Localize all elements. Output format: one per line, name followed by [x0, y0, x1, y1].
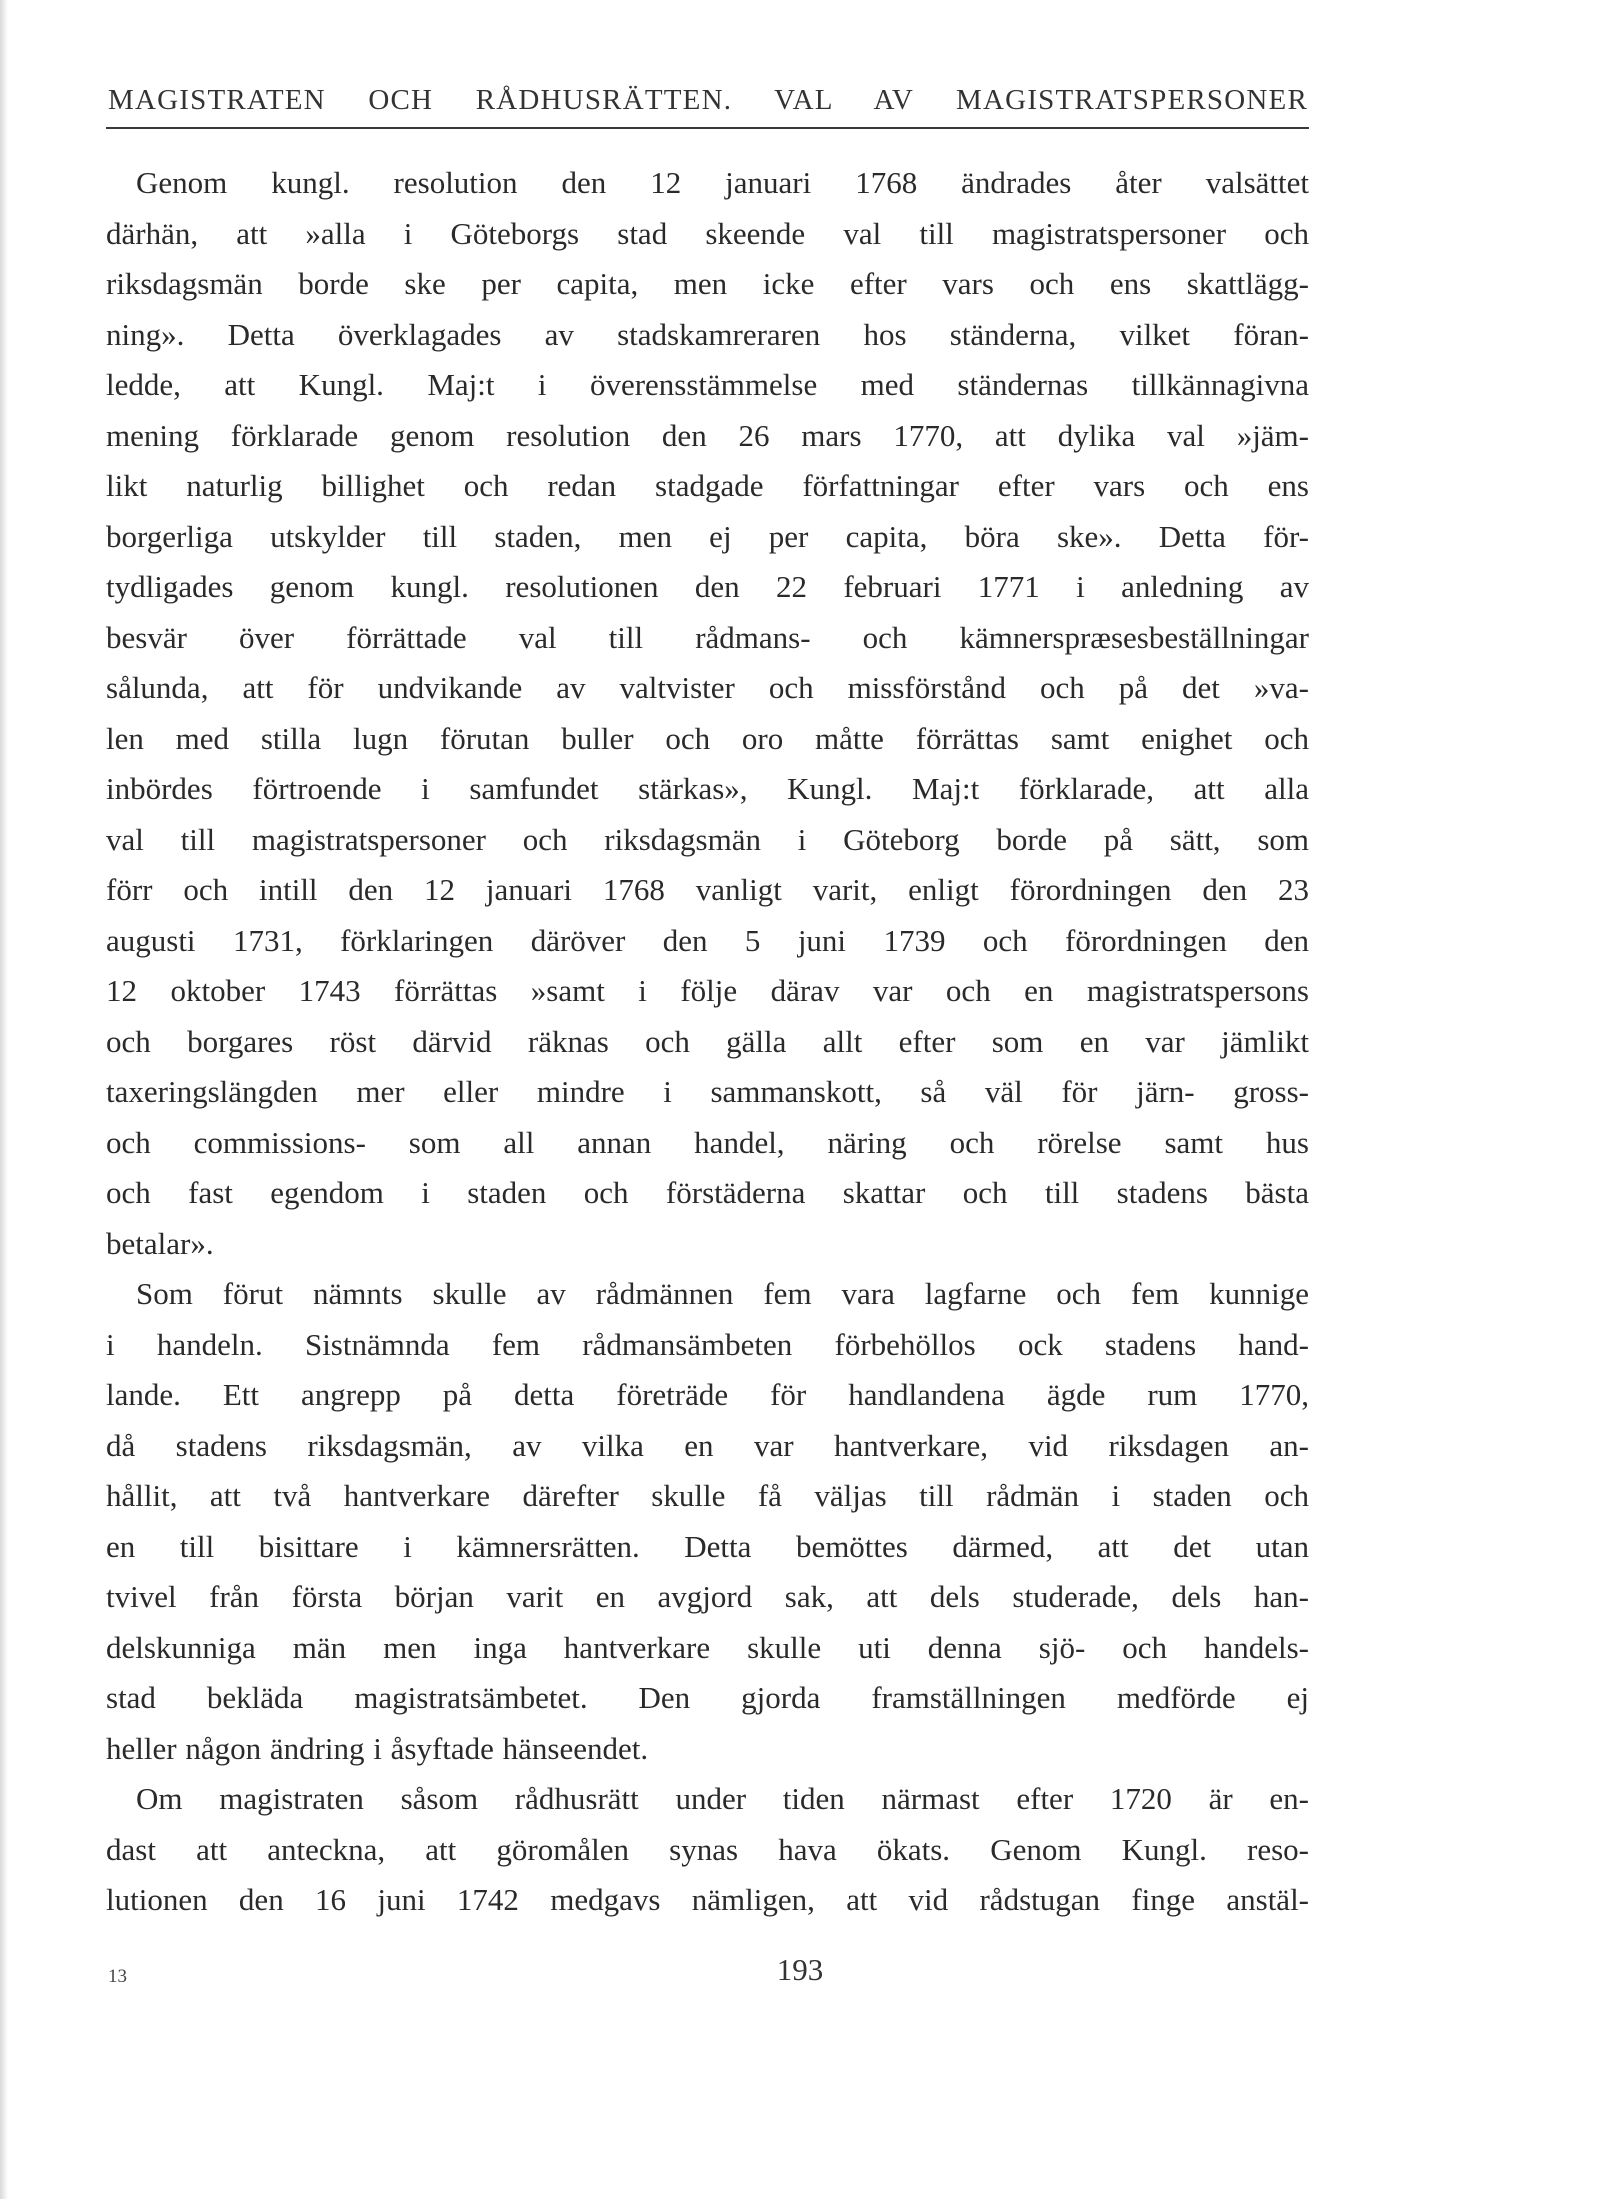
- text-line: betalar».: [106, 1225, 214, 1261]
- text-line: Genom kungl. resolution den 12 januari 1768 ändrades åter valsättet: [136, 165, 1309, 200]
- page-number: 193: [776, 1952, 824, 1987]
- text-line: taxeringslängden mer eller mindre i sammanskott, så väl för järn- gross-: [106, 1074, 1309, 1109]
- text-line: förr och intill den 12 januari 1768 vanligt varit, enligt förordningen den 23: [106, 872, 1309, 907]
- text-line: besvär över förrättade val till rådmans- och kämnerspræsesbeställningar: [106, 619, 1309, 655]
- text-line: lutionen den 16 juni 1742 medgavs nämligen, att vid rådstugan finge anstäl-: [106, 1882, 1309, 1917]
- body-text: [106, 158, 1309, 1926]
- text-line: likt naturlig billighet och redan stadgade författningar efter vars och ens: [106, 468, 1309, 503]
- text-line: borgerliga utskylder till staden, men ej per capita, böra ske». Detta för-: [106, 518, 1309, 554]
- text-line: i handeln. Sistnämnda fem rådmansämbeten förbehöllos ock stadens hand-: [106, 1326, 1309, 1362]
- text-line: hållit, att två hantverkare därefter skulle få väljas till rådmän i staden och: [106, 1478, 1309, 1513]
- text-line: en till bisittare i kämnersrätten. Detta bemöttes därmed, att det utan: [106, 1528, 1309, 1564]
- text-line: Som förut nämnts skulle av rådmännen fem vara lagfarne och fem kunnige: [136, 1276, 1309, 1311]
- text-line: då stadens riksdagsmän, av vilka en var hantverkare, vid riksdagen an-: [106, 1427, 1309, 1463]
- text-line: inbördes förtroende i samfundet stärkas», Kungl. Maj:t förklarade, att alla: [106, 771, 1309, 806]
- signature-mark: 13: [108, 1966, 127, 1987]
- text-line: därhän, att »alla i Göteborgs stad skeende val till magistratspersoner och: [106, 215, 1309, 251]
- header-rule: [106, 127, 1309, 129]
- text-line: och commissions- som all annan handel, näring och rörelse samt hus: [106, 1124, 1309, 1160]
- text-line: augusti 1731, förklaringen däröver den 5 juni 1739 och förordningen den: [106, 922, 1309, 958]
- page-edge-shadow: [0, 0, 8, 2199]
- text-line: och borgares röst därvid räknas och gälla allt efter som en var jämlikt: [106, 1023, 1309, 1059]
- text-line: Om magistraten såsom rådhusrätt under tiden närmast efter 1720 är en-: [136, 1781, 1309, 1816]
- text-line: 12 oktober 1743 förrättas »samt i följe därav var och en magistratspersons: [106, 973, 1309, 1008]
- text-line: heller någon ändring i åsyftade hänseendet.: [106, 1730, 649, 1766]
- text-line: ledde, att Kungl. Maj:t i överensstämmelse med ständernas tillkännagivna: [106, 367, 1309, 402]
- text-line: sålunda, att för undvikande av valtvister och missförstånd och på det »va-: [106, 670, 1309, 705]
- text-line: val till magistratspersoner och riksdagsmän i Göteborg borde på sätt, som: [106, 821, 1309, 857]
- text-line: och fast egendom i staden och förstäderna skattar och till stadens bästa: [106, 1175, 1309, 1210]
- text-line: delskunniga män men inga hantverkare skulle uti denna sjö- och handels-: [106, 1629, 1309, 1665]
- text-line: ning». Detta överklagades av stadskamreraren hos ständerna, vilket föran-: [106, 316, 1309, 352]
- text-line: tvivel från första början varit en avgjord sak, att dels studerade, dels han-: [106, 1579, 1309, 1614]
- text-line: len med stilla lugn förutan buller och oro måtte förrättas samt enighet och: [106, 720, 1309, 756]
- text-line: riksdagsmän borde ske per capita, men icke efter vars och ens skattlägg-: [106, 266, 1309, 301]
- text-line: tydligades genom kungl. resolutionen den 22 februari 1771 i anledning av: [106, 569, 1309, 604]
- text-line: lande. Ett angrepp på detta företräde för handlandena ägde rum 1770,: [106, 1377, 1309, 1412]
- running-head: MAGISTRATEN OCH RÅDHUSRÄTTEN. VAL AV MAGISTRATSPERSONER: [108, 84, 1308, 116]
- text-line: dast att anteckna, att göromålen synas hava ökats. Genom Kungl. reso-: [106, 1831, 1309, 1867]
- text-line: stad bekläda magistratsämbetet. Den gjorda framställningen medförde ej: [106, 1680, 1309, 1715]
- text-line: mening förklarade genom resolution den 26 mars 1770, att dylika val »jäm-: [106, 417, 1309, 453]
